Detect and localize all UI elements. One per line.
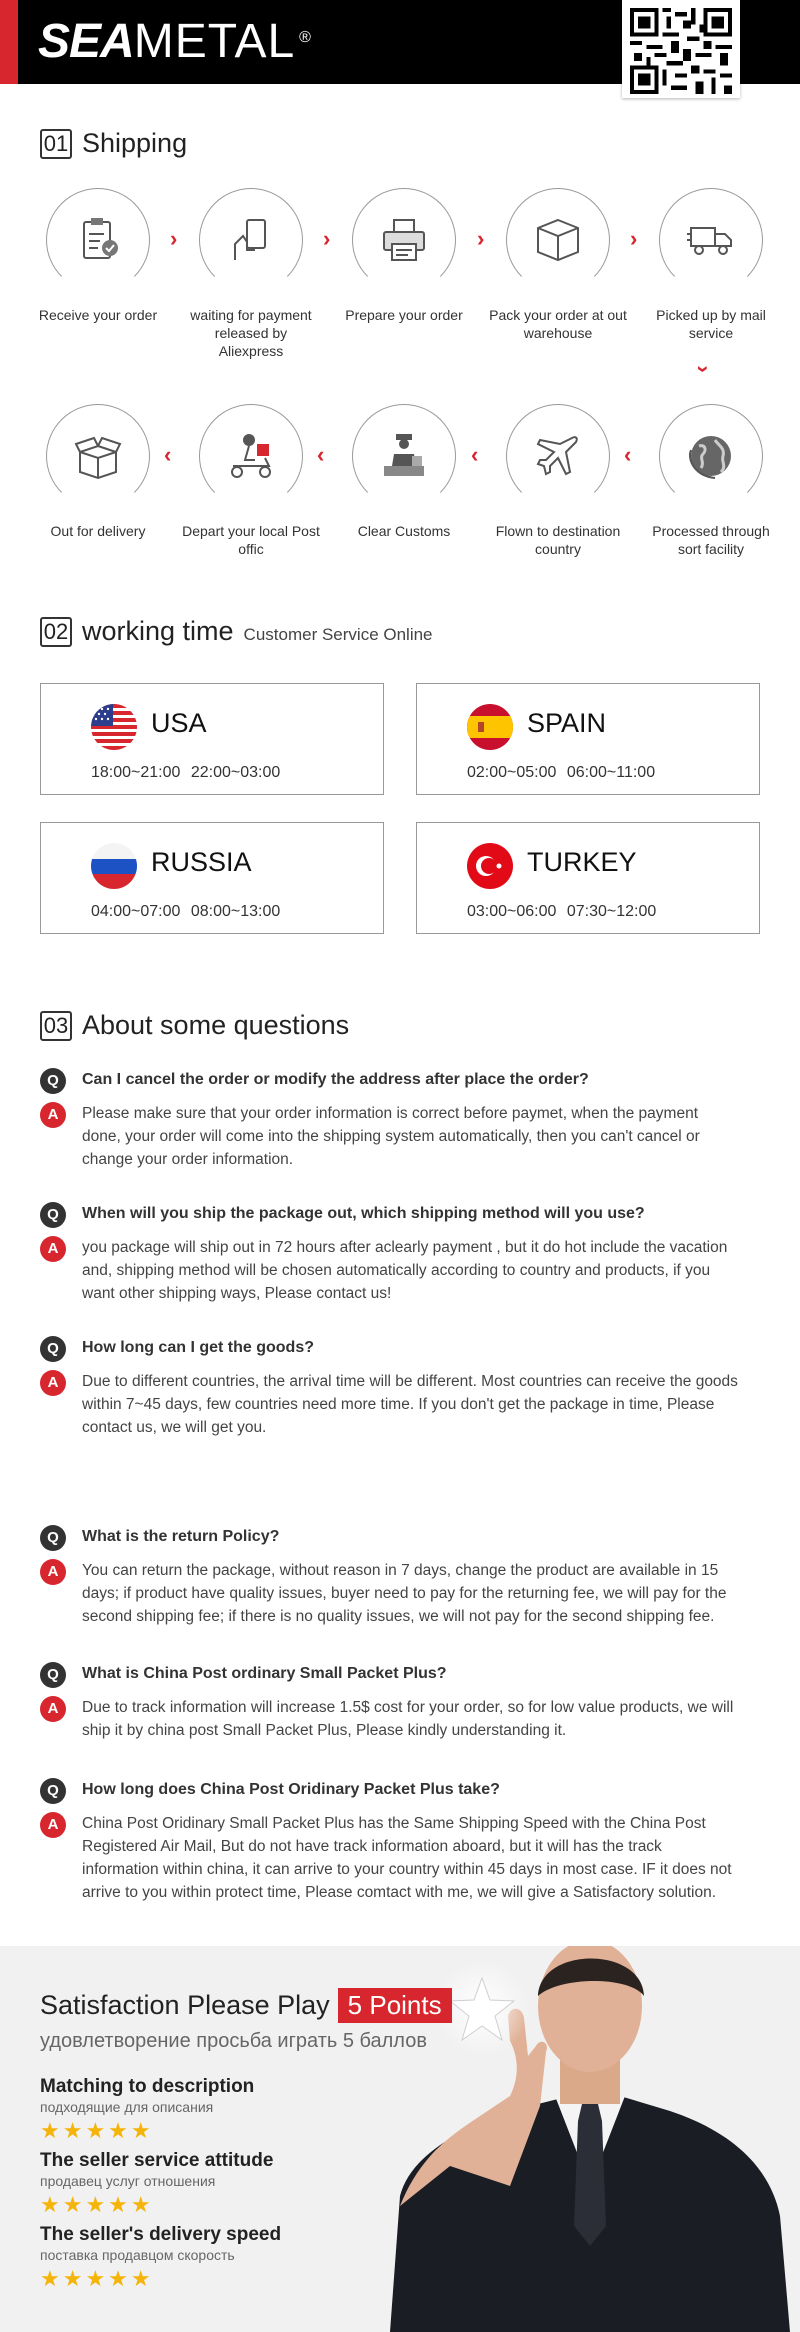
question-badge: Q [40, 1662, 66, 1688]
brand-logo [38, 15, 311, 68]
questions-section-title [40, 1010, 349, 1041]
box-icon [532, 214, 584, 266]
rating-criterion [40, 2150, 273, 2217]
section-number: 02 [40, 617, 72, 647]
question-badge: Q [40, 1778, 66, 1804]
five-star-rating-icon[interactable]: ★★★★★ [40, 2192, 154, 2217]
step-flown-destination [488, 404, 628, 558]
step-pack-order [488, 188, 628, 342]
airplane-icon [532, 430, 584, 482]
step-label: Picked up by mail service [656, 307, 766, 341]
qr-code[interactable] [622, 0, 740, 98]
step-circle [46, 188, 150, 292]
step-label: Out for delivery [50, 523, 146, 539]
step-circle [199, 188, 303, 292]
answer-text: you package will ship out in 72 hours after aclearly payment , but it do hot include the vacation and, shipping method will be chosen automatically according to country and products, if you want other shipping ways, Please contact us! [82, 1239, 728, 1302]
step-circle [659, 404, 763, 508]
step-circle [46, 404, 150, 508]
section-heading: Shipping [82, 128, 188, 158]
answer-text: Due to track information will increase 1.5$ cost for your order, so for low value products, we will ship it by china post Small Packet Plus, Please kindly understanding it. [82, 1699, 734, 1739]
criterion-title: The seller service attitude [40, 2150, 274, 2171]
question-text: What is the return Policy? [82, 1528, 280, 1545]
russia-flag-icon [91, 843, 137, 889]
faq-question [40, 1778, 740, 1802]
header-accent-bar [0, 0, 18, 84]
faq-answer [40, 1236, 740, 1305]
rating-subtitle-ru: удовлетворение просьба играть 5 баллов [40, 2030, 427, 2052]
chevron-down-icon: › [691, 365, 717, 373]
chevron-right-icon: › [477, 226, 485, 251]
step-circle [352, 404, 456, 508]
faq-answer [40, 1102, 740, 1171]
country-card-spain [416, 683, 760, 795]
open-box-icon [72, 430, 124, 482]
faq-item [40, 1525, 740, 1628]
working-time-section-title [40, 616, 433, 647]
step-out-for-delivery [28, 404, 168, 540]
step-label: Depart your local Post offic [182, 523, 320, 557]
scooter-icon [225, 430, 277, 482]
faq-question [40, 1336, 740, 1360]
rating-points-badge: 5 Points [338, 1988, 452, 2023]
rating-title [40, 1988, 452, 2023]
question-text: What is China Post ordinary Small Packet Plus? [82, 1665, 447, 1682]
spain-flag-icon [467, 704, 513, 750]
faq-item [40, 1336, 740, 1439]
step-label: Processed through sort facility [652, 523, 770, 557]
faq-question [40, 1662, 740, 1686]
section-heading: About some questions [82, 1010, 350, 1040]
answer-text: Please make sure that your order information is correct before paymet, when the payment done, your order will come into the shipping system automatically, then you can't cancel or change your order information. [82, 1105, 700, 1168]
answer-badge: A [40, 1559, 66, 1585]
country-name: TURKEY [527, 847, 637, 877]
step-receive-order [28, 188, 168, 324]
rating-criterion [40, 2076, 254, 2143]
rating-title-text: Satisfaction Please Play [40, 1990, 330, 2020]
step-circle [659, 188, 763, 292]
country-name: RUSSIA [151, 847, 252, 877]
rating-banner [0, 1946, 800, 2332]
chevron-right-icon: › [323, 226, 331, 251]
faq-item [40, 1068, 740, 1171]
faq-answer [40, 1696, 740, 1742]
section-heading: working time [82, 616, 234, 646]
step-picked-up [641, 188, 781, 342]
chevron-left-icon: ‹ [164, 442, 172, 467]
country-name: USA [151, 708, 207, 738]
section-number: 03 [40, 1011, 72, 1041]
step-label: Clear Customs [357, 523, 451, 539]
answer-badge: A [40, 1102, 66, 1128]
customs-officer-icon [378, 430, 430, 482]
faq-question [40, 1202, 740, 1226]
chevron-left-icon: ‹ [317, 442, 325, 467]
printer-icon [378, 214, 430, 266]
step-label: Receive your order [38, 307, 158, 323]
truck-icon [685, 214, 737, 266]
globe-icon [685, 430, 737, 482]
question-text: How long does China Post Oridinary Packet Plus take? [82, 1781, 500, 1798]
step-circle [199, 404, 303, 508]
step-sort-facility [641, 404, 781, 558]
question-badge: Q [40, 1202, 66, 1228]
service-hours: 02:00~05:00 06:00~11:00 [467, 764, 656, 781]
qr-code-icon [630, 8, 732, 94]
faq-question [40, 1068, 740, 1092]
usa-flag-icon [91, 704, 137, 750]
answer-badge: A [40, 1812, 66, 1838]
question-text: Can I cancel the order or modify the address after place the order? [82, 1071, 589, 1088]
faq-question [40, 1525, 740, 1549]
criterion-title: The seller's delivery speed [40, 2224, 282, 2245]
service-hours: 04:00~07:00 08:00~13:00 [91, 903, 281, 920]
country-card-russia [40, 822, 384, 934]
step-label: waiting for payment released by Aliexpress [190, 307, 312, 359]
answer-text: You can return the package, without reason in 7 days, change the product are available in 15 days; if product have quality issues, buyer need to pay for the returning fee, we will pay for the second shipping fee; if there is no quality issues, we will not pay for the second shipping fee. [82, 1562, 727, 1625]
faq-answer [40, 1559, 740, 1628]
country-card-usa [40, 683, 384, 795]
rating-criterion [40, 2224, 281, 2291]
step-waiting-payment [181, 188, 321, 360]
chevron-right-icon: › [630, 226, 638, 251]
question-badge: Q [40, 1525, 66, 1551]
section-number: 01 [40, 129, 72, 159]
criterion-subtitle-ru: подходящие для описания [40, 2099, 214, 2115]
clipboard-icon [72, 214, 124, 266]
section-subheading: Customer Service Online [243, 624, 433, 644]
question-text: How long can I get the goods? [82, 1339, 314, 1356]
answer-badge: A [40, 1236, 66, 1262]
step-label: Pack your order at out warehouse [489, 307, 627, 341]
answer-text: China Post Oridinary Small Packet Plus has the Same Shipping Speed with the China Post Registered Air Mail, But do not have track information aboard, but it will has the track information within china, it can arrive to your country within 45 days in most case. IF it does not arrive to you within protect time, Please comtact with me, we will give a Satisfactory solution. [82, 1815, 732, 1901]
step-circle [506, 404, 610, 508]
chevron-right-icon: › [170, 226, 178, 251]
country-name: SPAIN [527, 708, 607, 738]
step-circle [352, 188, 456, 292]
step-circle [506, 188, 610, 292]
criterion-title: Matching to description [40, 2076, 255, 2097]
faq-item [40, 1662, 740, 1742]
step-prepare-order [334, 188, 474, 324]
step-clear-customs [334, 404, 474, 540]
faq-item [40, 1778, 740, 1904]
criterion-subtitle-ru: продавец услуг отношения [40, 2173, 216, 2189]
faq-item [40, 1202, 740, 1305]
step-label: Flown to destination country [495, 523, 621, 557]
chevron-left-icon: ‹ [471, 442, 479, 467]
country-card-turkey [416, 822, 760, 934]
five-star-rating-icon[interactable]: ★★★★★ [40, 2266, 154, 2291]
step-depart-post-office [181, 404, 321, 558]
question-badge: Q [40, 1068, 66, 1094]
chevron-left-icon: ‹ [624, 442, 632, 467]
criterion-subtitle-ru: поставка продавцом скорость [40, 2247, 235, 2263]
answer-badge: A [40, 1696, 66, 1722]
service-hours: 18:00~21:00 22:00~03:00 [91, 764, 281, 781]
faq-answer [40, 1812, 740, 1904]
question-badge: Q [40, 1336, 66, 1362]
hand-card-icon [225, 214, 277, 266]
faq-answer [40, 1370, 740, 1439]
turkey-flag-icon [467, 843, 513, 889]
registered-mark: ® [299, 29, 311, 46]
brand-logo-metal: METAL [133, 15, 296, 68]
service-hours: 03:00~06:00 07:30~12:00 [467, 903, 657, 920]
step-label: Prepare your order [345, 307, 463, 323]
answer-badge: A [40, 1370, 66, 1396]
shipping-section-title [40, 128, 187, 159]
answer-text: Due to different countries, the arrival time will be different. Most countries can receive the goods within 7~45 days, few countries need more time. If you don't get the package in time, Please contact us, we will get you. [82, 1373, 738, 1436]
brand-logo-sea: SEA [38, 15, 134, 68]
question-text: When will you ship the package out, which shipping method will you use? [82, 1205, 645, 1222]
five-star-rating-icon[interactable]: ★★★★★ [40, 2118, 154, 2143]
